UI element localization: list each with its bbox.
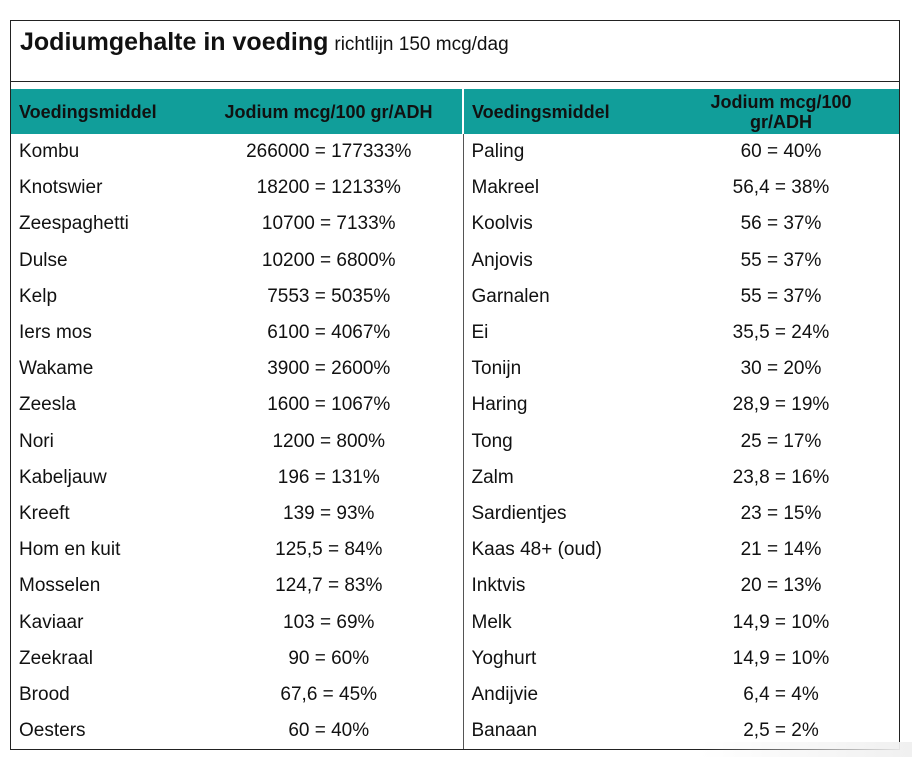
- right-iodine-cell: 56 = 37%: [740, 213, 822, 235]
- title-main-text: Jodiumgehalte in voeding: [20, 28, 329, 56]
- left-iodine-cell: 10700 = 7133%: [195, 206, 463, 242]
- table-row: [11, 279, 899, 315]
- left-food-cell: Kombu: [19, 141, 80, 163]
- right-iodine-cell: 14,9 = 10%: [732, 611, 830, 633]
- right-iodine-cell: 55 = 37%: [740, 285, 822, 307]
- edge-shadow: [700, 742, 912, 757]
- right-iodine-cell: 56,4 = 38%: [732, 177, 830, 199]
- right-iodine-cell: 2,5 = 2%: [743, 720, 819, 742]
- left-food-cell: Zeekraal: [19, 647, 93, 669]
- left-iodine-cell: 103 = 69%: [195, 604, 463, 640]
- table-row: [11, 243, 899, 279]
- table-row: [11, 677, 899, 713]
- left-food-cell: Dulse: [19, 249, 68, 271]
- left-food-cell: Mosselen: [19, 575, 101, 597]
- left-iodine-cell: 1200 = 800%: [195, 424, 463, 460]
- document-frame: [10, 20, 900, 750]
- right-food-cell: Tong: [471, 430, 513, 452]
- right-food-cell: Tonijn: [471, 358, 522, 380]
- right-iodine-cell: 6,4 = 4%: [743, 683, 819, 705]
- right-iodine-cell: 28,9 = 19%: [732, 394, 830, 416]
- right-food-cell: Paling: [471, 141, 525, 163]
- right-iodine-cell: 35,5 = 24%: [732, 322, 830, 344]
- left-food-cell: Knotswier: [19, 177, 103, 199]
- table-row: [11, 315, 899, 351]
- left-iodine-cell: 10200 = 6800%: [195, 243, 463, 279]
- table-body: [11, 134, 899, 749]
- right-food-cell: Banaan: [471, 720, 538, 742]
- right-food-cell: Haring: [471, 394, 528, 416]
- left-iodine-cell: 60 = 40%: [195, 713, 463, 749]
- left-food-cell: Kaviaar: [19, 611, 84, 633]
- right-food-cell: Andijvie: [471, 683, 539, 705]
- right-iodine-cell: 20 = 13%: [740, 575, 822, 597]
- left-food-cell: Wakame: [19, 358, 94, 380]
- left-iodine-cell: 139 = 93%: [195, 496, 463, 532]
- header-food-left: Voedingsmiddel: [11, 89, 195, 134]
- header-food-right: Voedingsmiddel: [463, 89, 663, 134]
- right-food-cell: Inktvis: [471, 575, 526, 597]
- table-row: [11, 496, 899, 532]
- left-food-cell: Brood: [19, 683, 70, 705]
- table-row: [11, 532, 899, 568]
- table-row: [11, 460, 899, 496]
- right-food-cell: Melk: [471, 611, 512, 633]
- left-iodine-cell: 1600 = 1067%: [195, 387, 463, 423]
- left-food-cell: Zeesla: [19, 394, 77, 416]
- right-iodine-cell: 23,8 = 16%: [732, 466, 830, 488]
- table-row: [11, 604, 899, 640]
- table-row: [11, 568, 899, 604]
- left-food-cell: Nori: [19, 430, 54, 452]
- right-iodine-cell: 25 = 17%: [740, 430, 822, 452]
- table-row: [11, 387, 899, 423]
- right-food-cell: Sardientjes: [471, 502, 567, 524]
- left-food-cell: Zeespaghetti: [19, 213, 129, 235]
- left-iodine-cell: 196 = 131%: [195, 460, 463, 496]
- left-iodine-cell: 124,7 = 83%: [195, 568, 463, 604]
- title-bar: [11, 21, 899, 82]
- page-title: [20, 28, 509, 57]
- right-food-cell: Zalm: [471, 466, 514, 488]
- left-iodine-cell: 7553 = 5035%: [195, 279, 463, 315]
- right-iodine-cell: 30 = 20%: [740, 358, 822, 380]
- left-iodine-cell: 67,6 = 45%: [195, 677, 463, 713]
- table-row: [11, 351, 899, 387]
- left-food-cell: Oesters: [19, 720, 86, 742]
- left-iodine-cell: 6100 = 4067%: [195, 315, 463, 351]
- table-row: [11, 170, 899, 206]
- header-iodine-right-line1: Jodium mcg/100: [710, 91, 852, 112]
- table-row: [11, 641, 899, 677]
- right-iodine-cell: 55 = 37%: [740, 249, 822, 271]
- left-food-cell: Kreeft: [19, 502, 70, 524]
- right-food-cell: Ei: [471, 322, 489, 344]
- table-row: [11, 206, 899, 242]
- header-iodine-left: Jodium mcg/100 gr/ADH: [195, 89, 463, 134]
- left-iodine-cell: 266000 = 177333%: [195, 134, 463, 170]
- left-iodine-cell: 18200 = 12133%: [195, 170, 463, 206]
- right-food-cell: Kaas 48+ (oud): [471, 539, 602, 561]
- right-food-cell: Makreel: [471, 177, 540, 199]
- left-iodine-cell: 125,5 = 84%: [195, 532, 463, 568]
- title-subtitle: richtlijn 150 mcg/dag: [334, 34, 509, 55]
- right-iodine-cell: 23 = 15%: [740, 502, 822, 524]
- left-food-cell: Iers mos: [19, 322, 92, 344]
- header-iodine-right: [663, 89, 899, 134]
- right-food-cell: Yoghurt: [471, 647, 537, 669]
- right-iodine-cell: 60 = 40%: [740, 141, 822, 163]
- right-iodine-cell: 21 = 14%: [740, 539, 822, 561]
- right-iodine-cell: 14,9 = 10%: [732, 647, 830, 669]
- table-header-row: [11, 89, 899, 134]
- left-food-cell: Hom en kuit: [19, 539, 121, 561]
- left-food-cell: Kelp: [19, 285, 58, 307]
- right-food-cell: Koolvis: [471, 213, 533, 235]
- right-food-cell: Garnalen: [471, 285, 550, 307]
- table-row: [11, 134, 899, 170]
- iodine-table: [11, 89, 899, 749]
- header-iodine-right-line2: gr/ADH: [750, 111, 812, 132]
- table-row: [11, 424, 899, 460]
- right-food-cell: Anjovis: [471, 249, 533, 271]
- left-iodine-cell: 3900 = 2600%: [195, 351, 463, 387]
- left-food-cell: Kabeljauw: [19, 466, 107, 488]
- left-iodine-cell: 90 = 60%: [195, 641, 463, 677]
